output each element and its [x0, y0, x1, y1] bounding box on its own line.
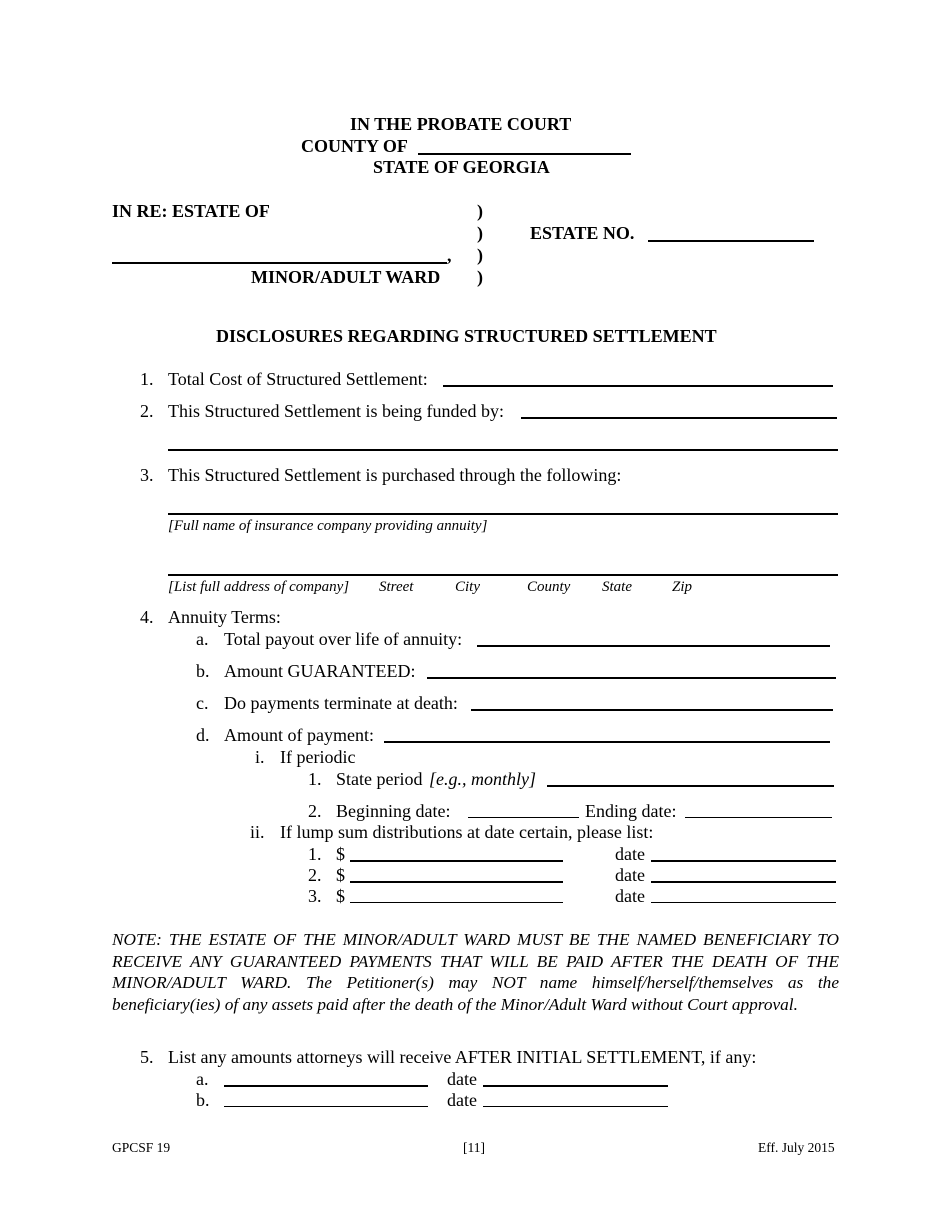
lump-row-3-currency: $	[336, 886, 345, 906]
terminate-at-death-field[interactable]	[471, 709, 833, 711]
lump-row-3-amount-field[interactable]	[350, 902, 563, 903]
if-periodic-label: If periodic	[280, 747, 356, 767]
lump-sum-number: ii.	[250, 822, 265, 842]
attorney-row-a-date-label: date	[447, 1069, 477, 1089]
lump-row-2-amount-field[interactable]	[350, 881, 563, 883]
state-period-field[interactable]	[547, 785, 834, 787]
lump-row-3-date-label: date	[615, 886, 645, 906]
item-2-number: 2.	[140, 401, 154, 421]
lump-row-3-date-field[interactable]	[651, 902, 836, 903]
item-4b-letter: b.	[196, 661, 210, 681]
item-4c-letter: c.	[196, 693, 209, 713]
item-5-number: 5.	[140, 1047, 154, 1067]
funded-by-label: This Structured Settlement is being funded by:	[168, 401, 504, 421]
lump-row-2-date-field[interactable]	[651, 881, 836, 883]
document-title: DISCLOSURES REGARDING STRUCTURED SETTLEMENT	[216, 326, 717, 346]
address-zip-caption: Zip	[672, 579, 693, 595]
caption-paren-4: )	[477, 267, 483, 287]
total-cost-field[interactable]	[443, 385, 833, 387]
total-cost-label: Total Cost of Structured Settlement:	[168, 369, 428, 389]
attorney-row-b-date-field[interactable]	[483, 1106, 668, 1107]
ending-date-field[interactable]	[685, 817, 832, 818]
lump-row-1-date-field[interactable]	[651, 860, 836, 862]
lump-row-1-date-label: date	[615, 844, 645, 864]
state-period-label: State period	[336, 769, 423, 789]
ending-date-label: Ending date:	[585, 801, 677, 821]
lump-row-2-currency: $	[336, 865, 345, 885]
address-city-caption: City	[455, 579, 480, 595]
county-field[interactable]	[418, 153, 631, 155]
periodic-number: i.	[255, 747, 265, 767]
attorney-row-b-date-label: date	[447, 1090, 477, 1110]
purchased-through-label: This Structured Settlement is purchased through the following:	[168, 465, 622, 485]
beneficiary-note: NOTE: THE ESTATE OF THE MINOR/ADULT WARD MUST BE THE NAMED BENEFICIARY TO RECEIVE ANY GUARANTEED PAYMENTS THAT WILL BE PAID AFTER THE DEATH OF THE MINOR/ADULT WARD. The Petitioner(s) may NOT name himself/herself/themselves as the beneficiary(ies) of any assets paid after the death of the Minor/Adult Ward without Court approval.	[112, 930, 839, 1014]
ward-name-comma: ,	[447, 245, 452, 265]
lump-row-2-number: 2.	[308, 865, 322, 885]
company-address-field[interactable]	[168, 574, 838, 576]
page-number: [11]	[463, 1140, 485, 1155]
item-4d-letter: d.	[196, 725, 210, 745]
ward-name-field[interactable]	[112, 262, 447, 264]
court-name: IN THE PROBATE COURT	[350, 114, 572, 134]
attorney-row-b-letter: b.	[196, 1090, 210, 1110]
county-label: COUNTY OF	[301, 136, 408, 156]
total-payout-label: Total payout over life of annuity:	[224, 629, 463, 649]
item-4-number: 4.	[140, 607, 154, 627]
caption-paren-1: )	[477, 201, 483, 221]
attorney-row-a-letter: a.	[196, 1069, 209, 1089]
amount-guaranteed-field[interactable]	[427, 677, 836, 679]
lump-row-3-number: 3.	[308, 886, 322, 906]
address-street-caption: Street	[379, 579, 414, 595]
total-payout-field[interactable]	[477, 645, 830, 647]
company-address-caption: [List full address of company]	[168, 579, 350, 595]
state-period-example: [e.g., monthly]	[429, 769, 536, 789]
terminate-at-death-label: Do payments terminate at death:	[224, 693, 458, 713]
annuity-terms-label: Annuity Terms:	[168, 607, 281, 627]
lump-row-2-date-label: date	[615, 865, 645, 885]
beginning-date-field[interactable]	[468, 817, 579, 818]
form-id: GPCSF 19	[112, 1140, 171, 1155]
lump-row-1-amount-field[interactable]	[350, 860, 563, 862]
state-label: STATE OF GEORGIA	[373, 157, 550, 177]
lump-row-1-currency: $	[336, 844, 345, 864]
amount-of-payment-label: Amount of payment:	[224, 725, 374, 745]
amount-guaranteed-label: Amount GUARANTEED:	[224, 661, 416, 681]
caption-paren-2: )	[477, 223, 483, 243]
beginning-date-label: Beginning date:	[336, 801, 451, 821]
effective-date: Eff. July 2015	[758, 1140, 835, 1155]
attorney-row-b-amount-field[interactable]	[224, 1106, 428, 1107]
caption-paren-3: )	[477, 245, 483, 265]
amount-of-payment-field[interactable]	[384, 741, 830, 743]
attorney-amounts-label: List any amounts attorneys will receive AFTER INITIAL SETTLEMENT, if any:	[168, 1047, 757, 1067]
address-state-caption: State	[602, 579, 632, 595]
insurance-company-field[interactable]	[168, 513, 838, 515]
minor-adult-ward-label: MINOR/ADULT WARD	[251, 267, 441, 287]
estate-no-field[interactable]	[648, 240, 814, 242]
attorney-row-a-date-field[interactable]	[483, 1085, 668, 1087]
funded-by-field[interactable]	[521, 417, 837, 419]
lump-sum-label: If lump sum distributions at date certain, please list:	[280, 822, 654, 842]
in-re-estate-label: IN RE: ESTATE OF	[112, 201, 270, 221]
item-3-number: 3.	[140, 465, 154, 485]
insurance-company-caption: [Full name of insurance company providing annuity]	[168, 518, 488, 534]
address-county-caption: County	[527, 579, 571, 595]
item-4a-letter: a.	[196, 629, 209, 649]
item-1-number: 1.	[140, 369, 154, 389]
periodic-2-number: 2.	[308, 801, 322, 821]
funded-by-field-line-2[interactable]	[168, 449, 838, 451]
attorney-row-a-amount-field[interactable]	[224, 1085, 428, 1087]
periodic-1-number: 1.	[308, 769, 322, 789]
estate-no-label: ESTATE NO.	[530, 223, 635, 243]
lump-row-1-number: 1.	[308, 844, 322, 864]
